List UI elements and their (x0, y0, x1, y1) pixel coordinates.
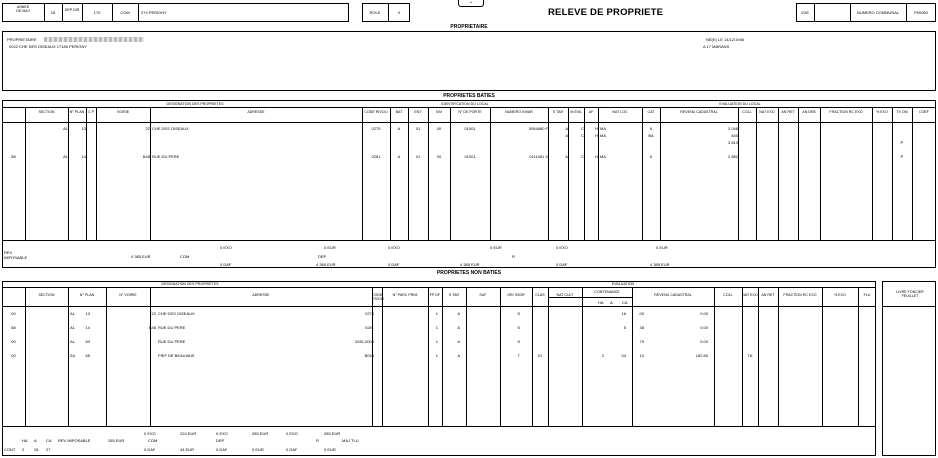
proprietaire-birthplace: A 17 MARANS (703, 44, 730, 49)
nb-total-daf: 0 DAF (286, 447, 298, 452)
nb-total-exo: 0 EXO (286, 431, 298, 436)
baties-total-exo: 0 EUR (324, 245, 336, 250)
nb-cell-an: 00 (11, 311, 16, 316)
nb-cell-star: A (457, 311, 460, 316)
nb-contenance-A: A (610, 300, 613, 305)
nb-total-label: HA (22, 438, 28, 443)
baties-header-21: FRACTION RC EXO (829, 110, 863, 114)
baties-cell-an: 88 (11, 154, 16, 159)
nb-cell-clas: 01 (537, 353, 543, 358)
nb-cont-value: 27 (46, 447, 51, 452)
nb-cell-an: 00 (11, 353, 16, 358)
nb-header-18: % EXO (834, 293, 846, 297)
baties-header-23: TX OM (896, 110, 908, 114)
nb-cell-revenu: 182.60 (695, 353, 708, 358)
nb-cell-ca: 38 (639, 325, 644, 330)
baties-header-17: COLL (742, 110, 752, 114)
nb-total-daf: 0 EUR (252, 447, 264, 452)
nb-header-12: CONTENANCE (594, 290, 620, 294)
baties-rev-value: 4 385 EUR (131, 254, 151, 259)
nb-cell-gr: S (517, 325, 520, 330)
nb-header-13: REVENU CADASTRAL (654, 293, 692, 297)
baties-header-22: % EXO (876, 110, 888, 114)
nb-header-10: CLAS (535, 293, 545, 297)
dep-label: DEP DIR (64, 8, 80, 12)
nb-dep-label: DEP (216, 438, 225, 443)
nb-col-divider (758, 287, 759, 426)
baties-cell-adresse: CHE DES OISEAUX (152, 126, 189, 131)
baties-header-18: NAT EXO (759, 110, 775, 114)
nb-cell-gr: S (517, 311, 520, 316)
baties-header-20: AN DEB (802, 110, 816, 114)
baties-header-10: NUMERO INVAR (505, 110, 533, 114)
nb-cont-value: 26 (34, 447, 39, 452)
nb-header-19: FLU (863, 293, 871, 297)
nb-cell-plan: 14 (85, 325, 90, 330)
baties-cell-rivoli: 0275 (371, 126, 381, 131)
nb-cell-plan: 65 (85, 353, 90, 358)
nb-total-daf: 0 DAF (216, 447, 228, 452)
baties-header-8: NIV (436, 110, 442, 114)
baties-cell-plan: 13 (81, 126, 86, 131)
baties-com-label: COM (180, 254, 190, 259)
baties-cell-cat: 6 (649, 154, 653, 159)
com-value: 274 PERIGNY (141, 10, 167, 15)
baties-cell-af: H (595, 133, 598, 138)
baties-total-daf: 0 DAF (220, 262, 232, 267)
vue-label: VUE (800, 10, 810, 15)
nb-header-16: AN RET (761, 293, 775, 297)
nb-total-daf: 44 EUR (180, 447, 195, 452)
baties-total-daf: 4 385 EUR (460, 262, 480, 267)
num-communal-value: P00050 (914, 10, 928, 15)
baties-total-daf: 0 DAF (388, 262, 400, 267)
baties-cell-bat: A (397, 154, 401, 159)
nb-cell-star: A (457, 353, 460, 358)
nb-total-daf: 0 EUR (324, 447, 336, 452)
baties-cell-revenu: 2 882 (727, 154, 738, 159)
nb-total-exo: 285 EUR (324, 431, 341, 436)
baties-header-5: CODE RIVOLI (364, 110, 388, 114)
baties-header-12: M EVA (570, 110, 582, 114)
baties-group-evaluation: EVALUATION DU LOCAL (719, 102, 761, 106)
nb-col-divider (582, 287, 583, 426)
nb-col-divider (150, 287, 151, 426)
nb-cell-voirie: B48 (148, 325, 156, 330)
nb-col-divider (714, 287, 715, 426)
non-baties-section-title: PROPRIETES NON BATIES (436, 270, 502, 276)
baties-cell-revenu: 840 (731, 133, 738, 138)
baties-cell-voirie: 22 (145, 126, 150, 131)
nb-cell-natexo: TA (747, 353, 753, 358)
nb-total-exo: 0 EXO (216, 431, 228, 436)
nb-cell-ca: 10 (639, 353, 644, 358)
nb-cell-fp: 1 (435, 353, 438, 358)
baties-cell-meva: C (581, 154, 584, 159)
nb-cell-rivoli: 0275 (365, 311, 374, 316)
nb-total-label: REV IMPOSABLE (58, 438, 91, 443)
baties-cell-niv: 00 (436, 126, 442, 131)
baties-header-7: ENT (414, 110, 422, 114)
nb-header-9: GR/ SSGR (507, 293, 525, 297)
nb-col-divider (442, 287, 443, 426)
nb-header-15: NAT EXO (742, 293, 758, 297)
nb-maj-tlu: MAJ TLU (342, 438, 359, 443)
baties-header-2: C P (88, 110, 94, 114)
proprietaire-section-title: PROPRIETAIRE (450, 24, 488, 30)
nb-col-divider (106, 287, 107, 426)
non-baties-group-evaluation: EVALUATION (611, 282, 635, 286)
nb-r-label: R (316, 438, 319, 443)
nb-total-label: A (34, 438, 37, 443)
redacted-name (44, 37, 144, 42)
baties-dep-label: DEP (318, 254, 327, 259)
nb-col-divider (382, 287, 383, 426)
nb-col-divider (466, 287, 467, 426)
baties-col-divider (86, 107, 87, 240)
dep-value: 170 (93, 10, 101, 15)
baties-total-exo: 0 EUR (656, 245, 668, 250)
baties-cell-star: A (565, 154, 568, 159)
nb-header-17: FRACTION RC EXO (783, 293, 817, 297)
nb-cell-rivoli: 0281 (365, 325, 374, 330)
nb-cell-revenu: 0.00 (700, 339, 708, 344)
baties-header-24: COEF (919, 110, 929, 114)
nb-cell-ha: 2 (601, 353, 604, 358)
baties-cell-invar: 0111481 X (529, 154, 548, 159)
nb-header-2: N° VOIRIE (119, 293, 137, 297)
nb-cell-ca: 79 (639, 339, 644, 344)
baties-header-0: SECTION (38, 110, 55, 114)
nb-cell-voirie: 22 (151, 311, 156, 316)
nb-cell-fp: 1 (435, 339, 438, 344)
baties-cell-porte: 01001 (464, 154, 476, 159)
baties-cell-revenu: 2 046 (727, 126, 738, 131)
nb-cell-plan: 13 (85, 311, 90, 316)
nb-cell-section: AL (70, 325, 75, 330)
baties-cell-ent: 01 (415, 126, 421, 131)
nb-col-divider (548, 287, 549, 426)
nb-cell-rivoli: B049 (364, 353, 374, 358)
nb-cell-adresse: CHE DES OISEAUX (158, 311, 195, 316)
baties-cell-plan: 14 (81, 154, 86, 159)
baties-cell-star: A (565, 133, 568, 138)
baties-header-9: N° DE PORTE (458, 110, 482, 114)
baties-header-3: VOIRIE (116, 110, 130, 114)
nb-contenance-CA: CA (622, 300, 628, 305)
baties-header-14: NAT LOC (612, 110, 628, 114)
baties-cell-section: AL (63, 126, 68, 131)
nb-cell-a: 16 (621, 311, 626, 316)
baties-col-divider (756, 107, 757, 240)
baties-cell-section: AL (63, 154, 68, 159)
baties-header-19: AN RET (781, 110, 795, 114)
role-label: ROLE (369, 10, 381, 15)
proprietaire-line1: PROPRIETAIRE (7, 37, 37, 42)
baties-header-11: S TAR (552, 110, 564, 114)
nb-cell-section: ZA (69, 353, 75, 358)
nb-header-0: SECTION (38, 293, 55, 297)
proprietaire-address: 0022 CHE DES OISEAUX 17180 PERIGNY (9, 44, 88, 49)
nb-header-5: N° PARC PRIM (392, 293, 418, 297)
baties-cell-revenu: 3 813 (727, 140, 738, 145)
baties-total-exo: 0 EXO (388, 245, 400, 250)
baties-total-exo: 0 EUR (490, 245, 502, 250)
nb-header-14: COLL (723, 293, 733, 297)
baties-col-divider (598, 107, 599, 240)
nb-total-exo: 285 EUR (252, 431, 269, 436)
proprietaire-birth: NÉ(E) LE 14/12/1946 (706, 37, 745, 42)
nb-header-6: FP DF (429, 293, 441, 297)
baties-cell-txom: P (900, 154, 904, 159)
nb-header-1: N° PLAN (79, 293, 95, 297)
nb-col-divider (822, 287, 823, 426)
nb-cell-gr: S (517, 339, 520, 344)
baties-cell-af: H (595, 126, 598, 131)
nb-cell-star: A (457, 339, 460, 344)
nb-cell-an: 00 (11, 339, 16, 344)
baties-section-title: PROPRIETES BATIES (443, 93, 495, 99)
nb-total-exo: 224 EUR (180, 431, 197, 436)
nb-cell-fp: 1 (435, 311, 438, 316)
nb-rev-value: 285 EUR (108, 438, 125, 443)
baties-header-6: BAT (395, 110, 403, 114)
baties-header-13: AF (588, 110, 594, 114)
nb-cell-a: 5 (623, 325, 626, 330)
livre-foncier-label: LIVRE FONCIER FEUILLET (896, 290, 924, 298)
baties-r-label: R (512, 254, 515, 259)
baties-total-daf: 4 385 EUR (650, 262, 670, 267)
baties-cell-natloc: MA (600, 133, 606, 138)
baties-col-divider (798, 107, 799, 240)
baties-header-16: REVENU CADASTRAL (680, 110, 718, 114)
baties-cell-star: A (565, 126, 568, 131)
baties-col-divider (912, 107, 913, 240)
baties-group-identification: IDENTIFICATION DU LOCAL (441, 102, 489, 106)
baties-header-15: CAT (647, 110, 655, 114)
nb-col-divider (858, 287, 859, 426)
baties-col-divider (150, 107, 151, 240)
baties-cell-niv: 00 (436, 154, 442, 159)
nb-cell-section: AL (70, 339, 75, 344)
nb-cell-rivoli: 0281,0006 (355, 339, 374, 344)
baties-header-4: ADRESSE (247, 110, 265, 114)
baties-cell-bat: A (397, 126, 401, 131)
nb-cell-fp: 1 (435, 325, 438, 330)
nb-header-3: ADRESSE (252, 293, 270, 297)
nb-header-4: CODE RIVOLI (372, 293, 384, 301)
baties-col-divider (778, 107, 779, 240)
annee-value: 18 (50, 10, 56, 15)
baties-total-exo: 0 EXO (556, 245, 568, 250)
baties-total-daf: 4 385 EUR (316, 262, 336, 267)
nb-cell-an: 88 (11, 325, 16, 330)
com-label: COM (120, 10, 130, 15)
nb-cont-label: CONT (4, 447, 16, 452)
baties-cell-adresse: RUE DU PERE (152, 154, 180, 159)
nb-total-daf: 0 DAF (144, 447, 156, 452)
baties-col-divider (872, 107, 873, 240)
page-title: RELEVE DE PROPRIETE (548, 7, 664, 18)
baties-cell-natloc: MA (600, 154, 606, 159)
top-tab-icon[interactable]: ⌄ (458, 0, 484, 7)
nb-col-divider (778, 287, 779, 426)
nb-cell-revenu: 0.00 (700, 311, 708, 316)
nb-cont-value: 2 (22, 447, 25, 452)
baties-header-1: N° PLAN (69, 110, 85, 114)
nb-header-7: S TAR (448, 293, 460, 297)
livre-foncier-box (882, 281, 936, 456)
nb-cell-adresse: PIEF DE BEAUVAIS (158, 353, 195, 358)
baties-rev-label: REV IMPOSABLE (4, 250, 28, 260)
baties-col-divider (820, 107, 821, 240)
nb-cell-plan: 83 (85, 339, 90, 344)
baties-cell-cat: BA (648, 133, 654, 138)
nb-cell-adresse: RUE DU PERE (158, 325, 186, 330)
baties-cell-meva: C (581, 126, 584, 131)
baties-cell-natloc: MA (600, 126, 606, 131)
baties-cell-ent: 01 (415, 154, 421, 159)
nb-cell-star: A (457, 325, 460, 330)
nb-total-label: CA (46, 438, 52, 443)
baties-cell-invar: 0054680 F (528, 126, 548, 131)
nb-cell-a: 04 (621, 353, 626, 358)
baties-col-divider (738, 107, 739, 240)
nb-header-11: NAT CULT (556, 293, 574, 297)
nb-contenance-HA: HA (598, 300, 604, 305)
nb-header-8: SUF (479, 293, 487, 297)
nb-cell-revenu: 0.00 (700, 325, 708, 330)
num-communal-label: NUMERO COMMUNAL (856, 10, 900, 15)
annee-label: ANNEE DE MAJ (16, 5, 30, 13)
nb-cell-adresse: RUE DU PERE (158, 339, 186, 344)
baties-cell-rivoli: 0281 (371, 154, 381, 159)
nb-cell-gr: T (517, 353, 520, 358)
baties-cell-cat: 6 (649, 126, 653, 131)
baties-col-divider (892, 107, 893, 240)
baties-group-designation: DESIGNATION DES PROPRIETES (166, 102, 224, 106)
nb-com-label: COM (148, 438, 158, 443)
non-baties-group-designation: DESIGNATION DES PROPRIETES (161, 282, 219, 286)
baties-total-daf: 0 DAF (556, 262, 568, 267)
baties-cell-voirie: B48 (142, 154, 150, 159)
baties-cell-txom: P (900, 140, 904, 145)
baties-cell-meva: C (581, 133, 584, 138)
role-value: X (397, 10, 401, 15)
baties-cell-af: H (595, 154, 598, 159)
non-baties-table (2, 281, 876, 456)
nb-cell-section: AL (70, 311, 75, 316)
baties-cell-porte: 01001 (464, 126, 476, 131)
nb-total-exo: 0 EXO (144, 431, 156, 436)
baties-total-exo: 0 EXO (220, 245, 232, 250)
nb-cell-ca: 00 (639, 311, 644, 316)
